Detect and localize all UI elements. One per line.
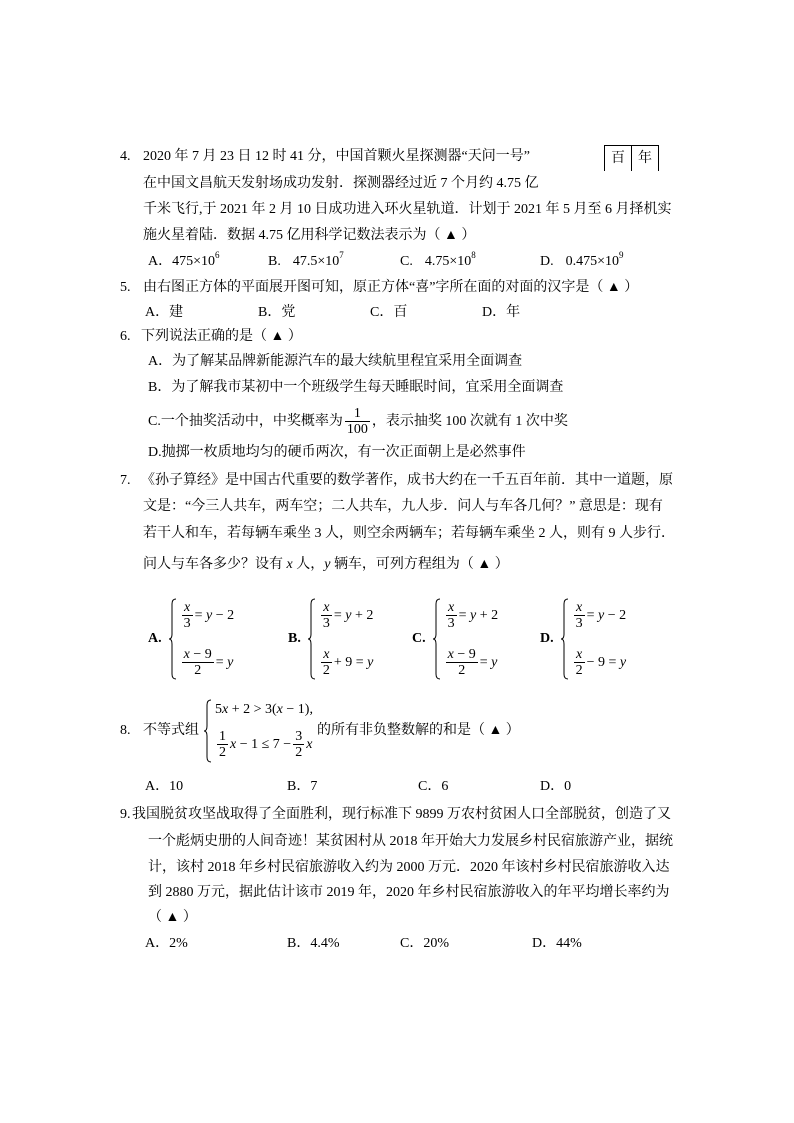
- equation-rest: = y + 2: [333, 607, 374, 623]
- equation: [572, 647, 627, 678]
- fraction-numerator: [182, 600, 193, 615]
- option-d: D．44%: [532, 936, 582, 951]
- math-variable: y: [619, 654, 627, 670]
- option-c: [412, 598, 498, 680]
- equation: [572, 600, 627, 631]
- math-variable: y: [491, 654, 498, 670]
- fraction-numerator: 1: [219, 729, 226, 744]
- math-variable: y: [470, 607, 477, 623]
- question-text-line: 到 2880 万元，据此估计该市 2019 年，2020 年乡村民宿旅游收入的年平均增长率约为: [148, 885, 670, 900]
- fraction-numerator: x − 9: [183, 647, 212, 662]
- text-segment: 的所有非负整数解的和是（ ▲ ）: [316, 723, 520, 738]
- option-b: B．党: [258, 305, 296, 320]
- fraction-denominator: 2: [575, 663, 583, 678]
- question-text-line: [120, 698, 520, 764]
- option-c: C．百: [370, 305, 408, 320]
- option-base: 4.75×10: [424, 254, 472, 269]
- fraction-denominator: 2: [295, 745, 303, 760]
- fraction-denominator: 2: [446, 662, 478, 678]
- fraction: [182, 600, 193, 631]
- fraction-denominator: 2: [322, 663, 330, 678]
- option-label: B.: [288, 631, 301, 646]
- equation-system: [180, 598, 235, 680]
- option-b: B．为了解我市某初中一个班级学生每天睡眠时间，宜采用全面调查: [148, 380, 564, 395]
- equation-rest: = y + 2: [458, 607, 499, 623]
- equation: [319, 647, 374, 678]
- left-brace: [168, 598, 177, 680]
- fraction: [321, 647, 332, 678]
- equation: [444, 647, 499, 678]
- option-b: [268, 250, 344, 270]
- fraction-numerator: [574, 600, 585, 615]
- option-c: C．6: [418, 779, 449, 794]
- math-variable: x: [576, 600, 583, 615]
- option-label: C.: [412, 631, 426, 646]
- equation-system: [319, 598, 374, 680]
- fraction-denominator: 3: [447, 616, 455, 631]
- question-number: 8.: [120, 723, 131, 738]
- option-d: [540, 250, 624, 270]
- math-variable: x: [447, 647, 454, 662]
- question-number: 4.: [120, 149, 131, 164]
- answer-placeholder: （ ▲ ）: [148, 910, 197, 925]
- question-text-line: 计，该村 2018 年乡村民宿旅游收入约为 2000 万元．2020 年该村乡村民宿旅游收入达: [148, 860, 670, 875]
- question-number: 7.: [120, 473, 131, 488]
- fraction: [182, 647, 214, 678]
- text-segment: 不等式组: [143, 723, 199, 738]
- math-variable: x: [323, 647, 330, 662]
- fraction: [293, 729, 304, 760]
- cube-net-cell: 年: [631, 145, 659, 171]
- math-variable: y: [345, 607, 352, 623]
- left-brace: [203, 699, 212, 763]
- fraction-numerator: 3: [295, 729, 303, 744]
- math-variable: x: [448, 600, 455, 615]
- option-c: [400, 250, 476, 270]
- math-variable: x: [183, 647, 190, 662]
- question-text-line: 文是：“今三人共车，两车空；二人共车，九人步．问人与车各几何？” 意思是：现有: [143, 499, 663, 514]
- math-variable: x: [286, 557, 293, 572]
- equation-rest: = y − 2: [194, 607, 235, 623]
- option-base: 47.5×10: [292, 254, 340, 269]
- question-text-line: 下列说法正确的是（ ▲ ）: [141, 329, 302, 344]
- option-label: A.: [148, 631, 162, 646]
- question-text-line: 在中国文昌航天发射场成功发射．探测器经过近 7 个月约 4.75 亿: [143, 176, 539, 191]
- fraction: [321, 600, 332, 631]
- question-text-line: [143, 557, 509, 573]
- option-a: [148, 250, 220, 270]
- option-a: A．为了解某品牌新能源汽车的最大续航里程宜采用全面调查: [148, 354, 523, 369]
- fraction-numerator: [446, 600, 457, 615]
- question-text-line: 由右图正方体的平面展开图可知，原正方体“喜”字所在面的对面的汉字是（ ▲ ）: [143, 280, 639, 295]
- equation-system: [444, 598, 499, 680]
- inequality-text: x − 1 ≤ 7 −: [230, 736, 292, 752]
- question-text-line: 《孙子算经》是中国古代重要的数学著作，成书大约在一千五百年前．其中一道题，原: [141, 473, 673, 488]
- option-b: B．4.4%: [287, 936, 340, 951]
- math-variable: y: [324, 557, 331, 572]
- option-d: D．0: [540, 779, 572, 794]
- option-base: 475×10: [172, 254, 216, 269]
- inequality: [215, 702, 313, 718]
- option-text: C.一个抽奖活动中，中奖概率为: [148, 413, 343, 429]
- question-text-line: 我国脱贫攻坚战取得了全面胜利，现行标准下 9899 万农村贫困人口全部脱贫，创造了又: [132, 807, 671, 822]
- left-brace: [432, 598, 441, 680]
- question-number: 5.: [120, 280, 131, 295]
- option-base: 0.475×10: [565, 254, 620, 269]
- equation-system: [572, 598, 627, 680]
- math-variable: x: [184, 600, 191, 615]
- fraction: [345, 406, 370, 437]
- equation: [180, 647, 235, 678]
- option-b: [288, 598, 373, 680]
- fraction-denominator: 3: [183, 616, 191, 631]
- math-variable: x: [576, 647, 583, 662]
- inequality-text: [306, 737, 312, 753]
- equation: [180, 600, 235, 631]
- cube-net-figure: [604, 145, 659, 171]
- text-segment: 人，: [292, 557, 325, 572]
- option-c: [148, 405, 568, 438]
- fraction: [217, 729, 228, 760]
- option-text: ，表示抽奖 100 次就有 1 次中奖: [371, 413, 568, 429]
- equation-rest: = y: [479, 654, 498, 670]
- option-exponent: 8: [471, 250, 476, 260]
- option-d: [540, 598, 626, 680]
- math-variable: x: [222, 702, 229, 717]
- math-variable: x: [276, 702, 283, 717]
- math-variable: x: [306, 736, 313, 752]
- option-label: B.: [268, 254, 281, 269]
- text-segment: 辆车，可列方程组为（ ▲ ）: [330, 557, 509, 572]
- fraction-denominator: 3: [322, 616, 330, 631]
- option-a: A．建: [145, 305, 184, 320]
- option-exponent: 9: [619, 250, 624, 260]
- math-variable: y: [206, 607, 213, 623]
- equation-rest: + 9 = y: [333, 654, 374, 670]
- equation-rest: = y − 2: [586, 607, 627, 623]
- fraction-numerator: [321, 647, 332, 662]
- option-label: D.: [540, 254, 554, 269]
- equation: [444, 600, 499, 631]
- option-b: B．7: [287, 779, 318, 794]
- inequality-text: 5x + 2 > 3(x − 1),: [215, 702, 313, 717]
- option-a: A．10: [145, 779, 184, 794]
- equation-rest: − 9 = y: [586, 654, 627, 670]
- inequality: [215, 729, 313, 760]
- left-brace: [307, 598, 316, 680]
- fraction-denominator: 3: [575, 616, 583, 631]
- option-d: D．年: [482, 305, 521, 320]
- fraction: [446, 647, 478, 678]
- option-a: [148, 598, 234, 680]
- fraction-denominator: 2: [182, 662, 214, 678]
- math-variable: y: [598, 607, 605, 623]
- option-label: A．: [148, 254, 173, 269]
- fraction-numerator: 1: [353, 406, 361, 421]
- fraction-denominator: 2: [219, 745, 226, 760]
- question-text-line: 一个彪炳史册的人间奇迹！某贫困村从 2018 年开始大力发展乡村民宿旅游产业，据统: [148, 834, 673, 849]
- option-exponent: 6: [215, 250, 220, 260]
- question-text-line: 千米飞行,于 2021 年 2 月 10 日成功进入环火星轨道．计划于 2021 年 5 月至 6 月择机实: [143, 202, 672, 217]
- question-number: 6.: [120, 329, 131, 344]
- option-a: A．2%: [145, 936, 188, 951]
- question-text-line: 施火星着陆．数据 4.75 亿用科学记数法表示为（ ▲ ）: [143, 228, 476, 243]
- option-exponent: 7: [339, 250, 344, 260]
- math-variable: x: [230, 736, 237, 752]
- fraction-denominator: 100: [346, 422, 368, 437]
- fraction-numerator: [321, 600, 332, 615]
- option-label: D.: [540, 631, 554, 646]
- option-label: C.: [400, 254, 413, 269]
- option-d: D.抛掷一枚质地均匀的硬币两次，有一次正面朝上是必然事件: [148, 445, 526, 460]
- fraction: [574, 600, 585, 631]
- fraction-numerator: x − 9: [447, 647, 476, 662]
- text-segment: 问人与车各多少？设有: [143, 557, 287, 572]
- math-variable: y: [227, 654, 234, 670]
- equation-rest: = y: [215, 654, 234, 670]
- fraction-numerator: [574, 647, 585, 662]
- fraction: [574, 647, 585, 678]
- fraction: [446, 600, 457, 631]
- math-variable: x: [323, 600, 330, 615]
- question-text-line: 2020 年 7 月 23 日 12 时 41 分，中国首颗火星探测器“天问一号”: [143, 149, 530, 164]
- left-brace: [560, 598, 569, 680]
- option-c: C．20%: [400, 936, 449, 951]
- question-number: 9.: [120, 807, 131, 822]
- equation: [319, 600, 374, 631]
- question-text-line: 若干人和车，若每辆车乘坐 3 人，则空余两辆车；若每辆车乘坐 2 人，则有 9 人步行．: [143, 526, 675, 541]
- cube-net-cell: 百: [604, 145, 631, 171]
- math-variable: y: [367, 654, 374, 670]
- inequality-system: [215, 699, 313, 763]
